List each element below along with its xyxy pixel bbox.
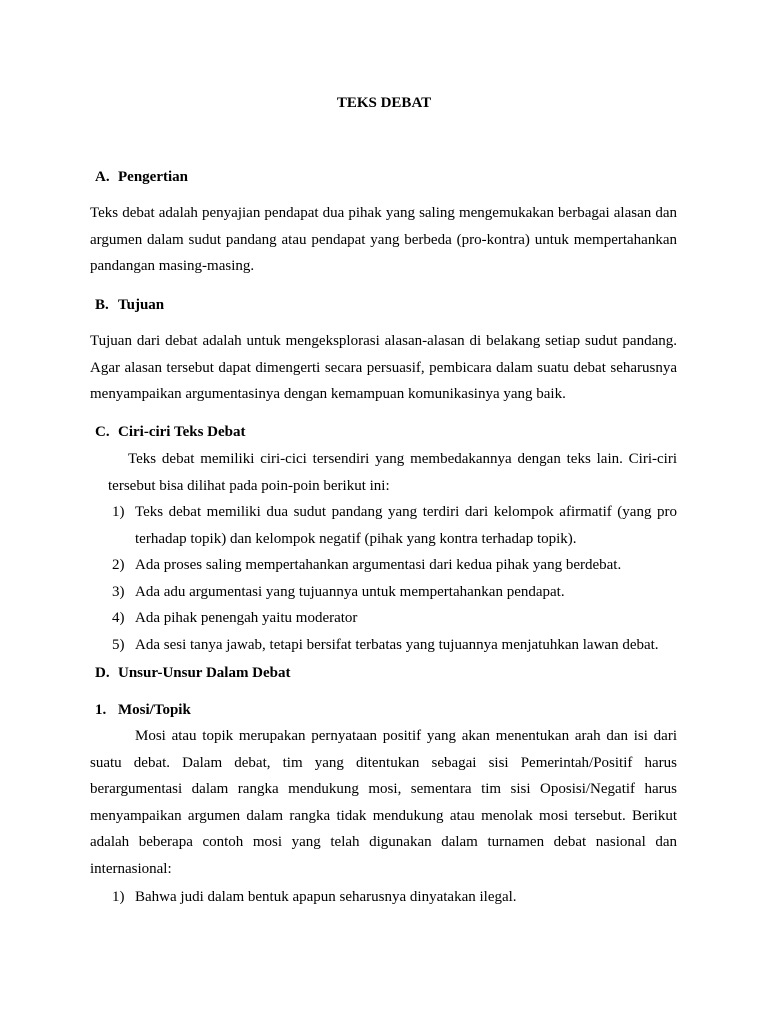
list-item-text: Bahwa judi dalam bentuk apapun seharusnya dinyatakan ilegal. [135,889,517,905]
list-item-number: 5) [112,637,125,653]
section-a-body: Teks debat adalah penyajian pendapat dua pihak yang saling mengemukakan berbagai alasan dan argumen dalam sudut pandang atau pendapat yang berbeda (pro-kontra) untuk mempertahankan pandangan masing-masing. [90,205,677,275]
list-item-number: 1) [112,504,125,520]
list-item-number: 2) [112,557,125,573]
section-d-heading [95,663,291,683]
list-item-text: Ada adu argumentasi yang tujuannya untuk mempertahankan pendapat. [135,584,565,600]
section-d-title: Unsur-Unsur Dalam Debat [118,665,291,681]
section-d-marker: D. [95,665,110,681]
list-item-number: 1) [112,889,125,905]
section-a-title: Pengertian [118,169,188,185]
section-b-body: Tujuan dari debat adalah untuk mengeksplorasi alasan-alasan di belakang setiap sudut pandang. Agar alasan tersebut dapat dimengerti secara persuasif, pembicara dalam suatu debat seharusnya menyampaikan argumentasinya dengan kemampuan komunikasinya yang baik. [90,333,677,403]
list-item-number: 3) [112,584,125,600]
list-item-text: Ada pihak penengah yaitu moderator [135,610,358,626]
section-a-marker: A. [95,169,110,185]
list-item-text: Teks debat memiliki dua sudut pandang yang terdiri dari kelompok afirmatif (yang pro terhadap topik) dan kelompok negatif (pihak yang kontra terhadap topik). [135,504,677,547]
list-item [112,632,677,659]
section-c-title: Ciri-ciri Teks Debat [118,424,246,440]
section-b-heading [95,295,164,315]
section-a-heading [95,167,188,187]
section-c-marker: C. [95,424,110,440]
list-item [112,579,677,606]
subsection-1-heading [95,700,191,720]
section-c-intro: Teks debat memiliki ciri-cici tersendiri yang membedakannya dengan teks lain. Ciri-ciri tersebut bisa dilihat pada poin-poin berikut ini: [108,451,677,494]
list-item-text: Ada proses saling mempertahankan argumentasi dari kedua pihak yang berdebat. [135,557,622,573]
subsection-1-body: Mosi atau topik merupakan pernyataan positif yang akan menentukan arah dan isi dari suatu debat. Dalam debat, tim yang ditentukan sebagai sisi Pemerintah/Positif harus berargumentasi dalam rangka mendukung mosi, sementara tim sisi Oposisi/Negatif harus menyampaikan argumen dalam rangka tidak mendukung atau menolak mosi tersebut. Berikut adalah beberapa contoh mosi yang telah digunakan dalam turnamen debat nasional dan internasional: [90,728,677,877]
list-item [112,499,677,552]
list-item-text: Ada sesi tanya jawab, tetapi bersifat terbatas yang tujuannya menjatuhkan lawan debat. [135,637,659,653]
document-title: TEKS DEBAT [336,95,432,111]
list-item-number: 4) [112,610,125,626]
section-b-marker: B. [95,297,109,313]
section-b-title: Tujuan [118,297,165,313]
subsection-1-title: Mosi/Topik [118,702,191,718]
section-c-heading [95,422,246,442]
subsection-1-marker: 1. [95,702,107,718]
list-item [112,884,677,911]
list-item [112,605,677,632]
list-item [112,552,677,579]
